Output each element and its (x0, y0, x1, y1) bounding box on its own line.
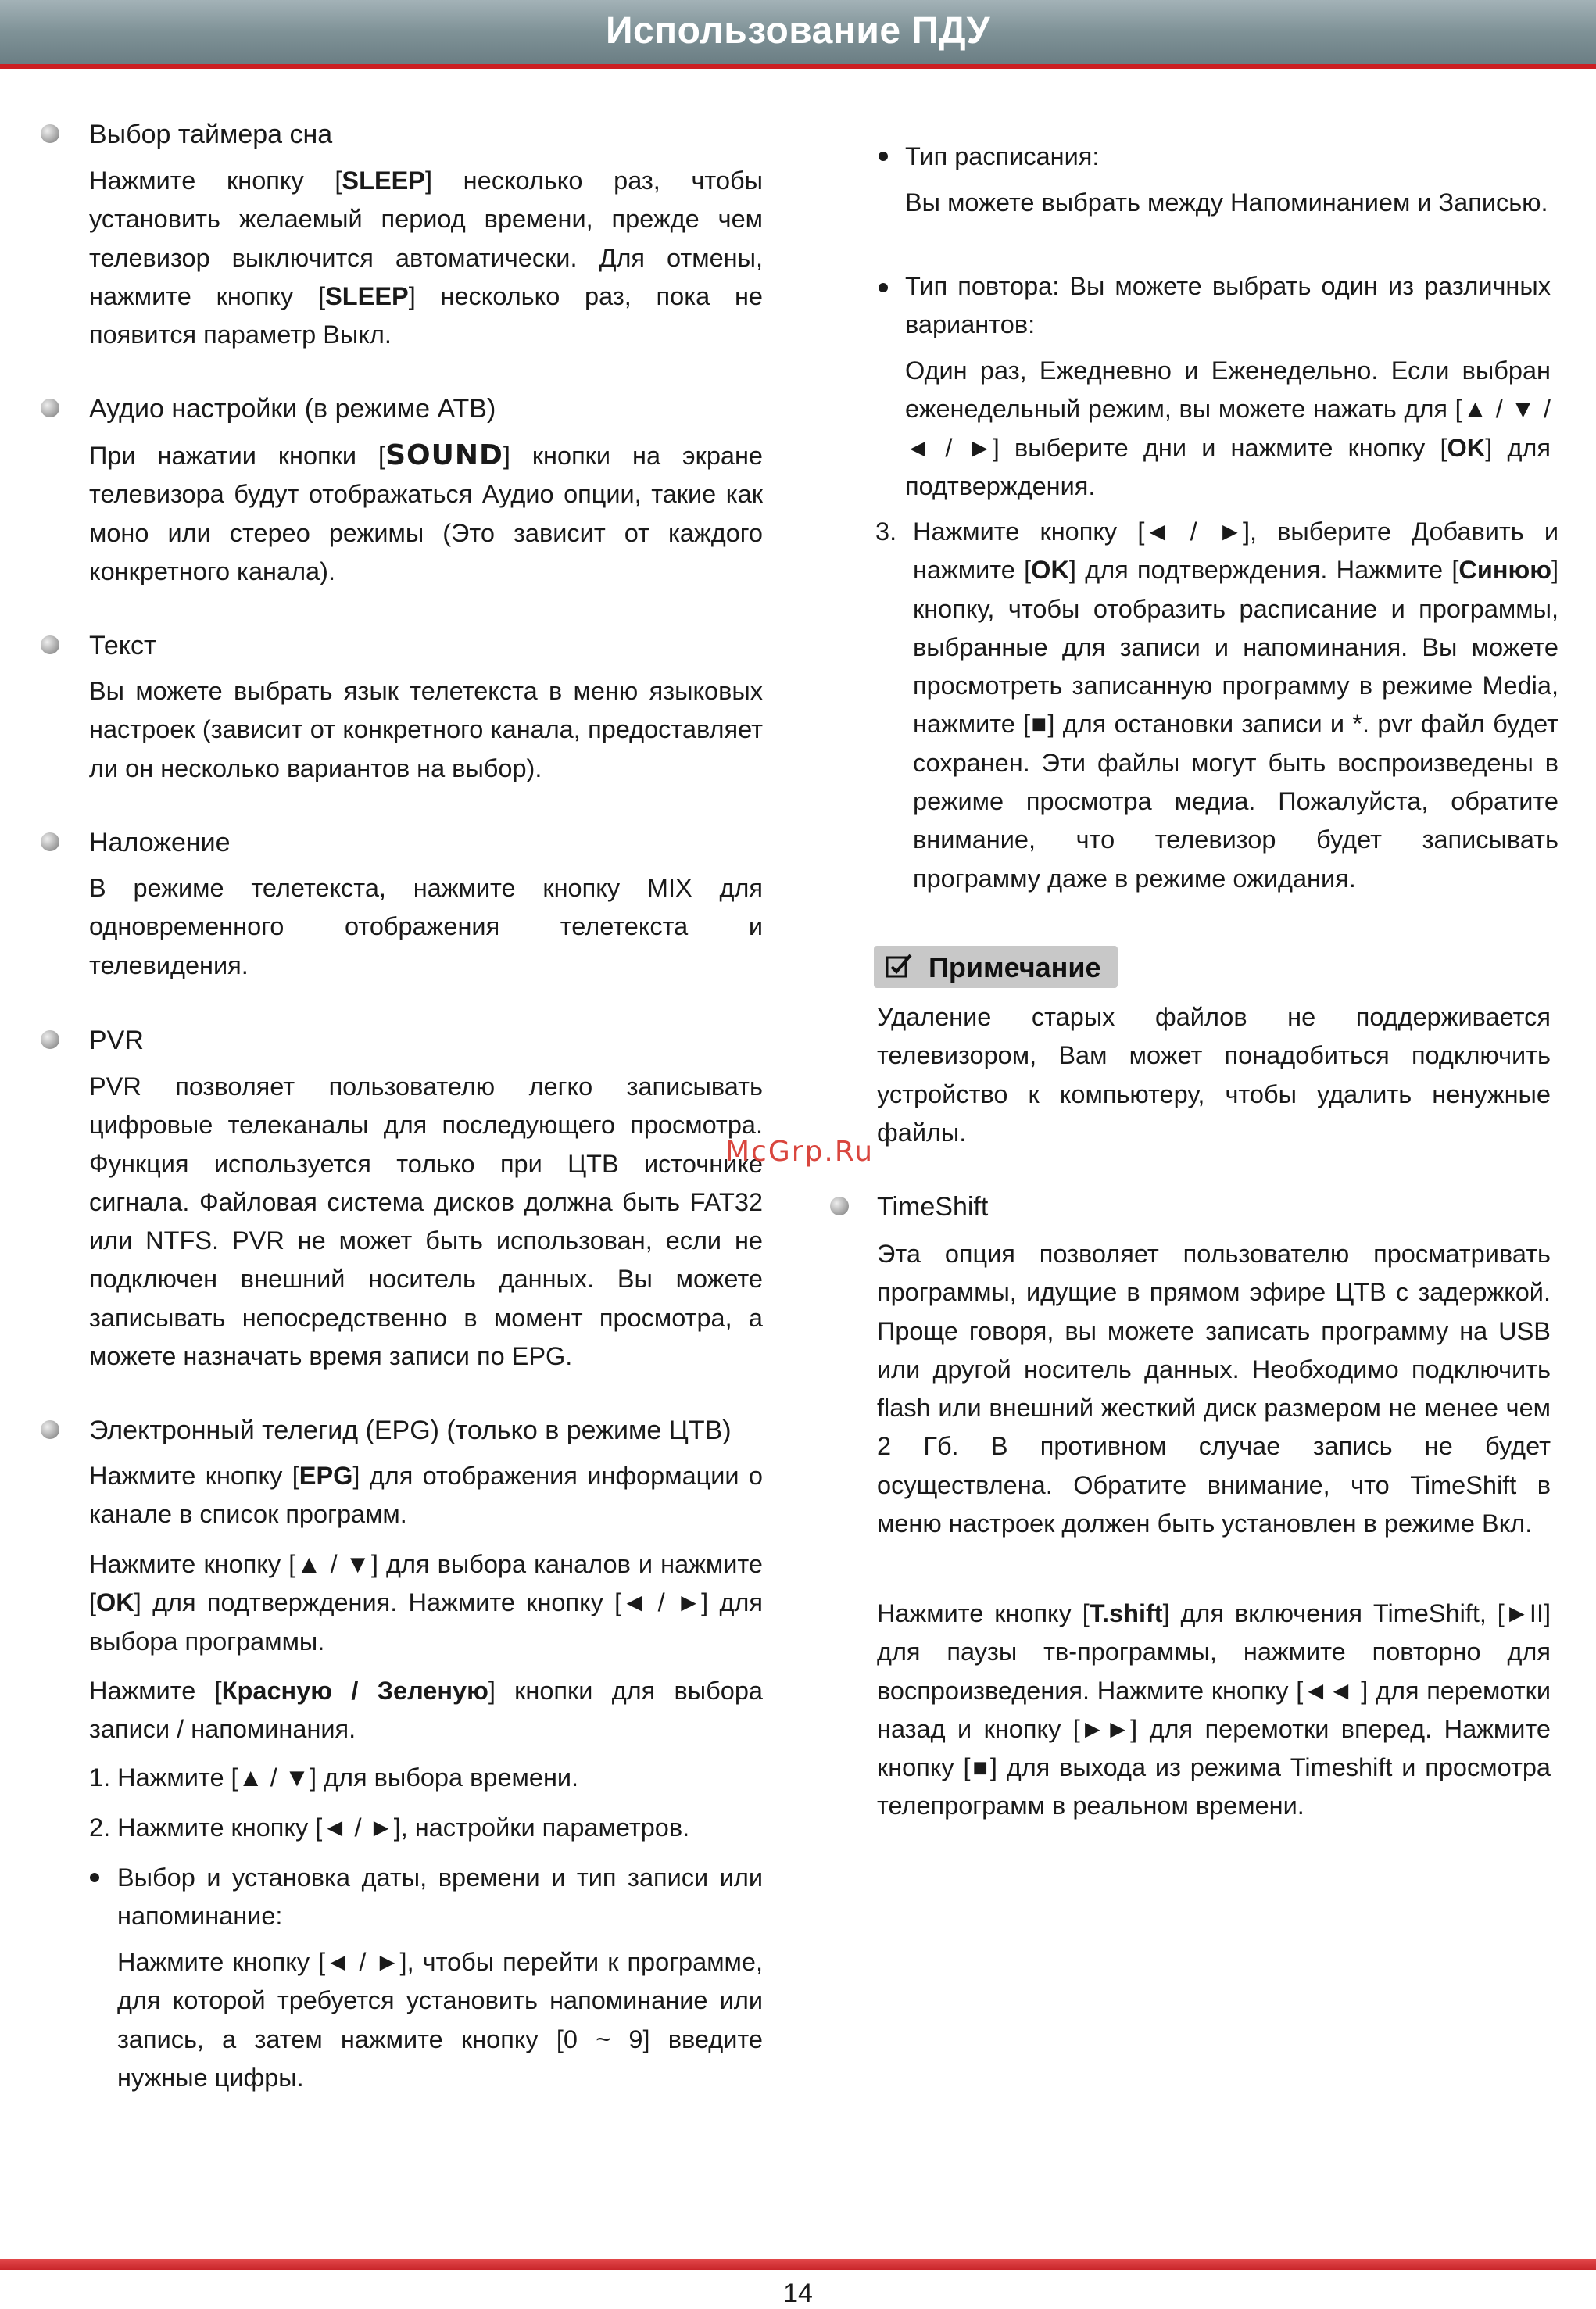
section-title-audio: Аудио настройки (в режиме АТВ) (89, 394, 496, 424)
repeat-type-title: Тип повтора: Вы можете выбрать один из различных вариантов: (905, 272, 1551, 339)
page-title: Использование ПДУ (605, 10, 991, 52)
watermark: McGrp.Ru (725, 1136, 875, 1168)
step-3-number: 3. (875, 517, 897, 546)
dot-bullet-icon (879, 283, 888, 292)
timeshift-paragraph-2: Нажмите кнопку [T.shift] для включения TimeShift, [►II] для паузы тв-программы, нажмите повторно для воспроизведения. Нажмите кнопку [◄◄ ] для перемотки назад и кнопку [►►] для перемотки вперед. Нажмите кнопку [■] для выхода из режима Timeshift и просмотра телепрограмм в реальном времени. (877, 1599, 1551, 1820)
repeat-type-text: Один раз, Ежедневно и Еженедельно. Если выбран еженедельный режим, вы можете нажать для [▲ / ▼ / ◄ / ►] выберите дни и нажмите кнопку [OK] для подтверждения. (905, 356, 1551, 500)
dot-bullet-icon (879, 152, 888, 161)
section-title-sleep: Выбор таймера сна (89, 120, 333, 149)
epg-paragraph-2: Нажмите кнопку [▲ / ▼] для выбора каналов и нажмите [OK] для подтверждения. Нажмите кнопку [◄ / ►] для выбора программы. (89, 1550, 763, 1656)
bullet-icon (41, 832, 59, 851)
section-title-timeshift: TimeShift (877, 1192, 989, 1222)
bullet-icon (830, 1197, 849, 1215)
section-title-text: Текст (89, 631, 156, 660)
step-3-text: Нажмите кнопку [◄ / ►], выберите Добавить и нажмите [OK] для подтверждения. Нажмите [Синюю] кнопку, чтобы отобразить расписание и программы, выбранные для записи и напоминания. Вы можете просмотреть записанную программу в режиме Media, нажмите [■] для остановки записи и *. pvr файл будет сохранен. Эти файлы могут быть воспроизведены в режиме просмотра медиа. Пожалуйста, обратите внимание, что телевизор будет записывать программу даже в режиме ожидания. (913, 517, 1558, 893)
pvr-paragraph: PVR позволяет пользователю легко записывать цифровые телеканалы для последующего просмотра. Функция используется только при ЦТВ источнике сигнала. Файловая система дисков должна быть FAT32 или NTFS. PVR не может быть использован, если не подключен внешний носитель данных. Вы можете записывать непосредственно в момент просмотра, а можете назначать время записи по EPG. (89, 1072, 763, 1371)
audio-paragraph: При нажатии кнопки [SOUND] кнопки на экране телевизора будут отображаться Аудио опции, такие как моно или стерео режимы (Это зависит от каждого конкретного канала). (89, 439, 763, 585)
bullet-icon (41, 399, 59, 417)
section-title-epg: Электронный телегид (EPG) (только в режиме ЦТВ) (89, 1416, 732, 1445)
section-title-pvr: PVR (89, 1026, 144, 1055)
text-paragraph: Вы можете выбрать язык телетекста в меню языковых настроек (зависит от конкретного канала, предоставляет ли он несколько вариантов на выбор). (89, 677, 763, 782)
section-title-mix: Наложение (89, 828, 231, 857)
note-text: Удаление старых файлов не поддерживается телевизором, Вам может понадобиться подключить устройство к компьютеру, чтобы удалить ненужные файлы. (877, 1003, 1551, 1147)
bullet-icon (41, 1030, 59, 1049)
page-header (0, 0, 1596, 69)
epg-paragraph-1: Нажмите кнопку [EPG] для отображения информации о канале в список программ. (89, 1462, 763, 1529)
note-badge (874, 946, 1118, 988)
epg-step-1: 1. Нажмите [▲ / ▼] для выбора времени. (89, 1763, 579, 1792)
epg-bullet-text: Нажмите кнопку [◄ / ►], чтобы перейти к программе, для которой требуется установить напоминание или запись, а затем нажмите кнопку [0 ~ 9] введите нужные цифры. (117, 1948, 763, 2092)
schedule-type-title: Тип расписания: (905, 142, 1100, 170)
epg-paragraph-3: Нажмите [Красную / Зеленую] кнопки для выбора записи / напоминания. (89, 1677, 763, 1744)
bullet-icon (41, 635, 59, 654)
bullet-icon (41, 124, 59, 143)
sleep-paragraph: Нажмите кнопку [SLEEP] несколько раз, чтобы установить желаемый период времени, прежде чем телевизор выключится автоматически. Для отмены, нажмите кнопку [SLEEP] несколько раз, пока не появится параметр Выкл. (89, 166, 764, 349)
epg-step-2: 2. Нажмите кнопку [◄ / ►], настройки параметров. (89, 1813, 690, 1842)
note-title: Примечание (929, 951, 1101, 983)
mix-paragraph: В режиме телетекста, нажмите кнопку MIX для одновременного отображения телетекста и телевидения. (89, 874, 763, 979)
page-number: 14 (783, 2279, 813, 2308)
schedule-type-text: Вы можете выбрать между Напоминанием и Записью. (905, 188, 1548, 217)
epg-bullet-title: Выбор и установка даты, времени и тип записи или напоминание: (117, 1863, 763, 1931)
timeshift-paragraph-1: Эта опция позволяет пользователю просматривать программы, идущие в прямом эфире ЦТВ с задержкой. Проще говоря, вы можете записать программу на USB или другой носитель данных. Необходимо подключить flash или внешний жесткий диск размером не менее чем 2 Гб. В противном случае запись не будет осуществлена. Обратите внимание, что TimeShift в меню настроек должен быть установлен в режиме Вкл. (877, 1240, 1551, 1538)
dot-bullet-icon (90, 1873, 99, 1882)
footer-rule (0, 2259, 1596, 2270)
checkbox-note-icon (885, 952, 913, 980)
bullet-icon (41, 1420, 59, 1439)
